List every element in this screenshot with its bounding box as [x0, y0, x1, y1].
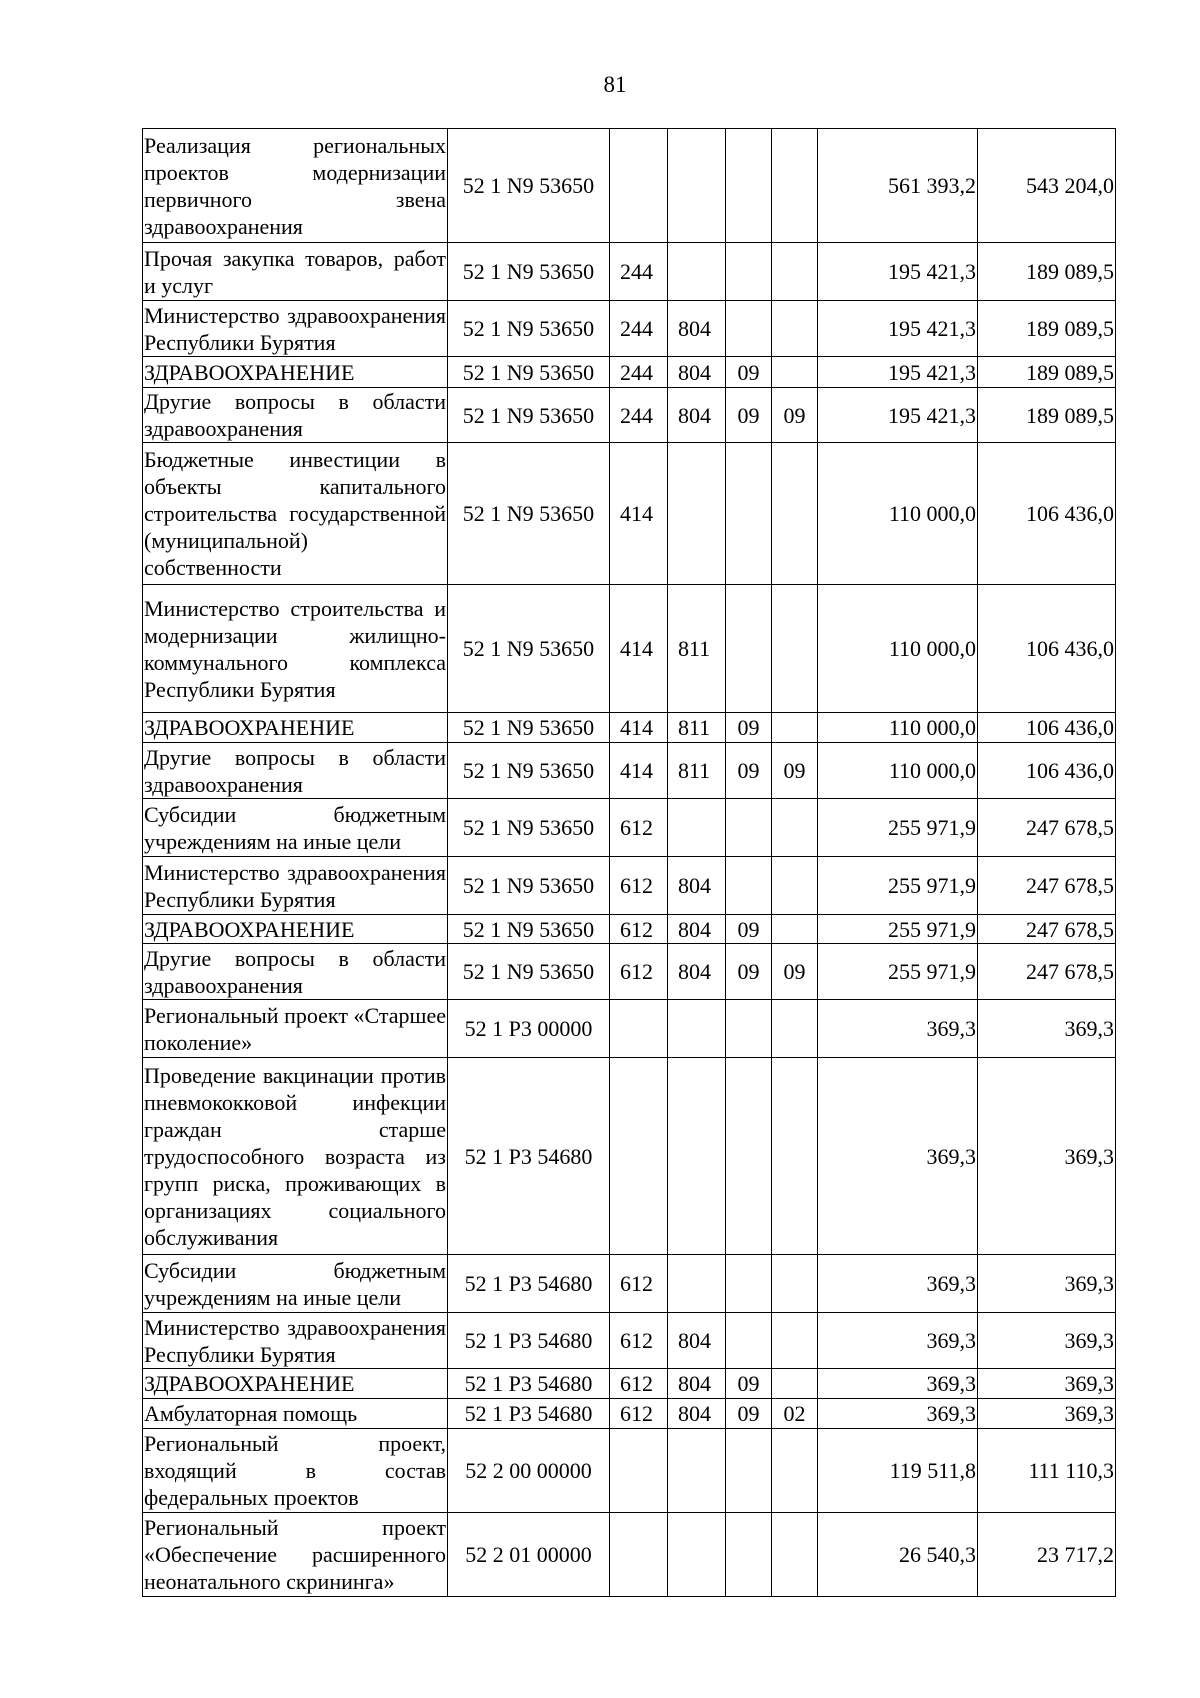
row-subsection: 09: [772, 743, 818, 799]
row-name: ЗДРАВООХРАНЕНИЕ: [143, 357, 448, 388]
row-name: Реализация региональных проектов модернизации первичного звена здравоохранения: [143, 129, 448, 243]
row-ministry-code: 804: [668, 357, 726, 388]
row-ministry-code: 804: [668, 1369, 726, 1399]
row-subsection: [772, 713, 818, 743]
row-expense-type: 244: [610, 243, 668, 301]
row-target-code: 52 1 P3 54680: [448, 1369, 610, 1399]
row-section: [726, 1429, 772, 1513]
row-name: Прочая закупка товаров, работ и услуг: [143, 243, 448, 301]
row-name: Министерство здравоохранения Республики Бурятия: [143, 857, 448, 915]
row-section: [726, 1255, 772, 1313]
row-target-code: 52 1 N9 53650: [448, 944, 610, 1000]
row-subsection: [772, 1058, 818, 1255]
row-name: Другие вопросы в области здравоохранения: [144, 945, 446, 998]
row-sum-year-1: 110 000,0: [818, 743, 978, 799]
row-sum-year-1: 26 540,3: [818, 1513, 978, 1597]
row-sum-year-1: 255 971,9: [818, 944, 978, 1000]
row-expense-type: [610, 1058, 668, 1255]
row-subsection: [772, 1513, 818, 1597]
row-section: 09: [726, 1369, 772, 1399]
row-subsection: [772, 129, 818, 243]
row-target-code: 52 1 P3 54680: [448, 1058, 610, 1255]
row-section: 09: [726, 743, 772, 799]
row-section: [726, 1000, 772, 1058]
table-row: [143, 915, 1116, 944]
row-name: Другие вопросы в области здравоохранения: [144, 389, 446, 441]
row-sum-year-2: 369,3: [978, 1399, 1116, 1429]
row-ministry-code: 804: [668, 915, 726, 944]
row-expense-type: 414: [610, 743, 668, 799]
row-sum-year-1: 369,3: [818, 1255, 978, 1313]
row-name: Амбулаторная помощь: [143, 1399, 448, 1429]
row-name: Региональный проект «Обеспечение расширенного неонатального скрининга»: [143, 1513, 448, 1597]
row-name: ЗДРАВООХРАНЕНИЕ: [143, 1369, 448, 1399]
row-ministry-code: [668, 443, 726, 585]
row-sum-year-2: 23 717,2: [978, 1513, 1116, 1597]
row-target-code: 52 1 N9 53650: [448, 357, 610, 388]
row-sum-year-1: 195 421,3: [818, 243, 978, 301]
row-sum-year-2: 247 678,5: [978, 857, 1116, 915]
row-subsection: 02: [772, 1399, 818, 1429]
page-number: 81: [603, 72, 627, 97]
table-body: [143, 129, 1116, 1597]
row-target-code: 52 1 N9 53650: [448, 301, 610, 357]
row-section: 09: [726, 915, 772, 944]
table-row: [143, 857, 1116, 915]
table-row: [143, 129, 1116, 243]
row-subsection: [772, 1313, 818, 1369]
row-section: [726, 1513, 772, 1597]
row-section: 09: [726, 713, 772, 743]
row-ministry-code: 804: [668, 388, 726, 443]
row-name: Субсидии бюджетным учреждениям на иные цели: [143, 799, 448, 857]
row-ministry-code: 804: [668, 1399, 726, 1429]
row-name: Министерство строительства и модернизации жилищно-коммунального комплекса Республики Бурятия: [143, 585, 448, 713]
table-row: [143, 1058, 1116, 1255]
row-name: Министерство здравоохранения Республики Бурятия: [144, 302, 446, 355]
row-section: [726, 799, 772, 857]
row-sum-year-1: 369,3: [818, 1369, 978, 1399]
table-row: [143, 1000, 1116, 1058]
row-section: [726, 129, 772, 243]
row-name: Региональный проект, входящий в состав федеральных проектов: [143, 1429, 448, 1513]
row-expense-type: 414: [610, 443, 668, 585]
row-sum-year-2: 106 436,0: [978, 713, 1116, 743]
row-ministry-code: 804: [668, 944, 726, 1000]
row-ministry-code: 804: [668, 857, 726, 915]
row-sum-year-1: 369,3: [818, 1399, 978, 1429]
row-sum-year-2: 189 089,5: [978, 388, 1116, 443]
row-section: [726, 585, 772, 713]
row-target-code: 52 1 N9 53650: [448, 743, 610, 799]
row-target-code: 52 1 N9 53650: [448, 713, 610, 743]
row-subsection: 09: [772, 388, 818, 443]
row-subsection: [772, 915, 818, 944]
row-sum-year-2: 369,3: [978, 1313, 1116, 1369]
row-ministry-code: 811: [668, 713, 726, 743]
row-expense-type: 612: [610, 915, 668, 944]
row-section: [726, 301, 772, 357]
table-row: [143, 1399, 1116, 1429]
row-ministry-code: [668, 243, 726, 301]
budget-table: [142, 128, 1116, 1597]
row-expense-type: [610, 1429, 668, 1513]
row-sum-year-2: 543 204,0: [978, 129, 1116, 243]
row-target-code: 52 1 N9 53650: [448, 799, 610, 857]
row-section: 09: [726, 1399, 772, 1429]
row-subsection: [772, 357, 818, 388]
row-subsection: [772, 1429, 818, 1513]
row-sum-year-1: 195 421,3: [818, 301, 978, 357]
row-section: [726, 443, 772, 585]
row-section: 09: [726, 944, 772, 1000]
row-sum-year-2: 247 678,5: [978, 915, 1116, 944]
row-section: [726, 1313, 772, 1369]
table-row: [143, 1255, 1116, 1313]
row-expense-type: [610, 1000, 668, 1058]
row-expense-type: 612: [610, 1255, 668, 1313]
row-sum-year-1: 369,3: [818, 1000, 978, 1058]
row-sum-year-2: 111 110,3: [978, 1429, 1116, 1513]
row-ministry-code: [668, 1513, 726, 1597]
table-row: [143, 585, 1116, 713]
row-target-code: 52 1 N9 53650: [448, 915, 610, 944]
row-sum-year-2: 369,3: [978, 1369, 1116, 1399]
table-row: [143, 357, 1116, 388]
row-target-code: 52 1 N9 53650: [448, 443, 610, 585]
table-row: [143, 1369, 1116, 1399]
row-sum-year-1: 369,3: [818, 1058, 978, 1255]
row-expense-type: 244: [610, 388, 668, 443]
row-target-code: 52 1 P3 00000: [448, 1000, 610, 1058]
row-target-code: 52 1 N9 53650: [448, 129, 610, 243]
row-subsection: [772, 1000, 818, 1058]
row-expense-type: 244: [610, 357, 668, 388]
row-ministry-code: [668, 129, 726, 243]
row-expense-type: [610, 1513, 668, 1597]
row-sum-year-1: 110 000,0: [818, 585, 978, 713]
row-ministry-code: 804: [668, 301, 726, 357]
row-sum-year-2: 369,3: [978, 1255, 1116, 1313]
row-sum-year-2: 106 436,0: [978, 585, 1116, 713]
row-ministry-code: 811: [668, 585, 726, 713]
row-sum-year-1: 255 971,9: [818, 915, 978, 944]
row-expense-type: 612: [610, 944, 668, 1000]
row-ministry-code: 804: [668, 1313, 726, 1369]
row-target-code: 52 1 N9 53650: [448, 388, 610, 443]
row-expense-type: 612: [610, 857, 668, 915]
row-sum-year-2: 189 089,5: [978, 357, 1116, 388]
row-expense-type: 612: [610, 1313, 668, 1369]
row-target-code: 52 1 P3 54680: [448, 1313, 610, 1369]
row-section: [726, 857, 772, 915]
row-expense-type: 414: [610, 585, 668, 713]
table-row: [143, 743, 1116, 799]
row-expense-type: [610, 129, 668, 243]
row-target-code: 52 2 00 00000: [448, 1429, 610, 1513]
table-row: [143, 713, 1116, 743]
row-subsection: [772, 1255, 818, 1313]
table-row: [143, 301, 1116, 357]
row-subsection: [772, 1369, 818, 1399]
row-sum-year-2: 106 436,0: [978, 443, 1116, 585]
row-expense-type: 612: [610, 799, 668, 857]
row-sum-year-2: 189 089,5: [978, 243, 1116, 301]
row-subsection: [772, 443, 818, 585]
table-row: [143, 243, 1116, 301]
row-section: 09: [726, 388, 772, 443]
row-target-code: 52 1 P3 54680: [448, 1255, 610, 1313]
row-section: [726, 1058, 772, 1255]
table-row: [143, 388, 1116, 443]
row-ministry-code: [668, 1000, 726, 1058]
row-expense-type: 612: [610, 1369, 668, 1399]
row-sum-year-1: 561 393,2: [818, 129, 978, 243]
row-name: ЗДРАВООХРАНЕНИЕ: [143, 915, 448, 944]
row-expense-type: 414: [610, 713, 668, 743]
row-sum-year-1: 195 421,3: [818, 357, 978, 388]
row-sum-year-1: 369,3: [818, 1313, 978, 1369]
row-section: [726, 243, 772, 301]
row-sum-year-1: 110 000,0: [818, 713, 978, 743]
row-sum-year-2: 369,3: [978, 1000, 1116, 1058]
table-row: [143, 799, 1116, 857]
row-target-code: 52 1 N9 53650: [448, 243, 610, 301]
row-ministry-code: [668, 1255, 726, 1313]
row-name: Региональный проект «Старшее поколение»: [143, 1000, 448, 1058]
row-sum-year-1: 119 511,8: [818, 1429, 978, 1513]
row-sum-year-2: 189 089,5: [978, 301, 1116, 357]
row-name: Другие вопросы в области здравоохранения: [144, 744, 446, 797]
row-ministry-code: [668, 1429, 726, 1513]
row-sum-year-2: 247 678,5: [978, 944, 1116, 1000]
row-name: Субсидии бюджетным учреждениям на иные цели: [143, 1255, 448, 1313]
row-expense-type: 612: [610, 1399, 668, 1429]
row-subsection: 09: [772, 944, 818, 1000]
row-section: 09: [726, 357, 772, 388]
row-sum-year-1: 255 971,9: [818, 857, 978, 915]
row-name: Министерство здравоохранения Республики Бурятия: [144, 1314, 446, 1367]
row-name: Бюджетные инвестиции в объекты капитального строительства государственной (муниципальной) собственности: [143, 443, 448, 585]
row-ministry-code: [668, 1058, 726, 1255]
row-ministry-code: 811: [668, 743, 726, 799]
row-subsection: [772, 585, 818, 713]
row-expense-type: 244: [610, 301, 668, 357]
row-target-code: 52 1 N9 53650: [448, 857, 610, 915]
table-row: [143, 1429, 1116, 1513]
row-sum-year-2: 247 678,5: [978, 799, 1116, 857]
row-subsection: [772, 799, 818, 857]
row-sum-year-2: 369,3: [978, 1058, 1116, 1255]
table-row: [143, 1313, 1116, 1369]
row-ministry-code: [668, 799, 726, 857]
table-row: [143, 1513, 1116, 1597]
row-subsection: [772, 301, 818, 357]
row-target-code: 52 1 N9 53650: [448, 585, 610, 713]
row-subsection: [772, 857, 818, 915]
row-sum-year-1: 110 000,0: [818, 443, 978, 585]
row-sum-year-1: 195 421,3: [818, 388, 978, 443]
row-sum-year-1: 255 971,9: [818, 799, 978, 857]
table-row: [143, 443, 1116, 585]
row-subsection: [772, 243, 818, 301]
row-target-code: 52 1 P3 54680: [448, 1399, 610, 1429]
row-name: Проведение вакцинации против пневмококковой инфекции граждан старше трудоспособного возраста из групп риска, проживающих в организациях социального обслуживания: [143, 1058, 448, 1255]
row-name: ЗДРАВООХРАНЕНИЕ: [143, 713, 448, 743]
table-row: [143, 944, 1116, 1000]
row-target-code: 52 2 01 00000: [448, 1513, 610, 1597]
row-sum-year-2: 106 436,0: [978, 743, 1116, 799]
